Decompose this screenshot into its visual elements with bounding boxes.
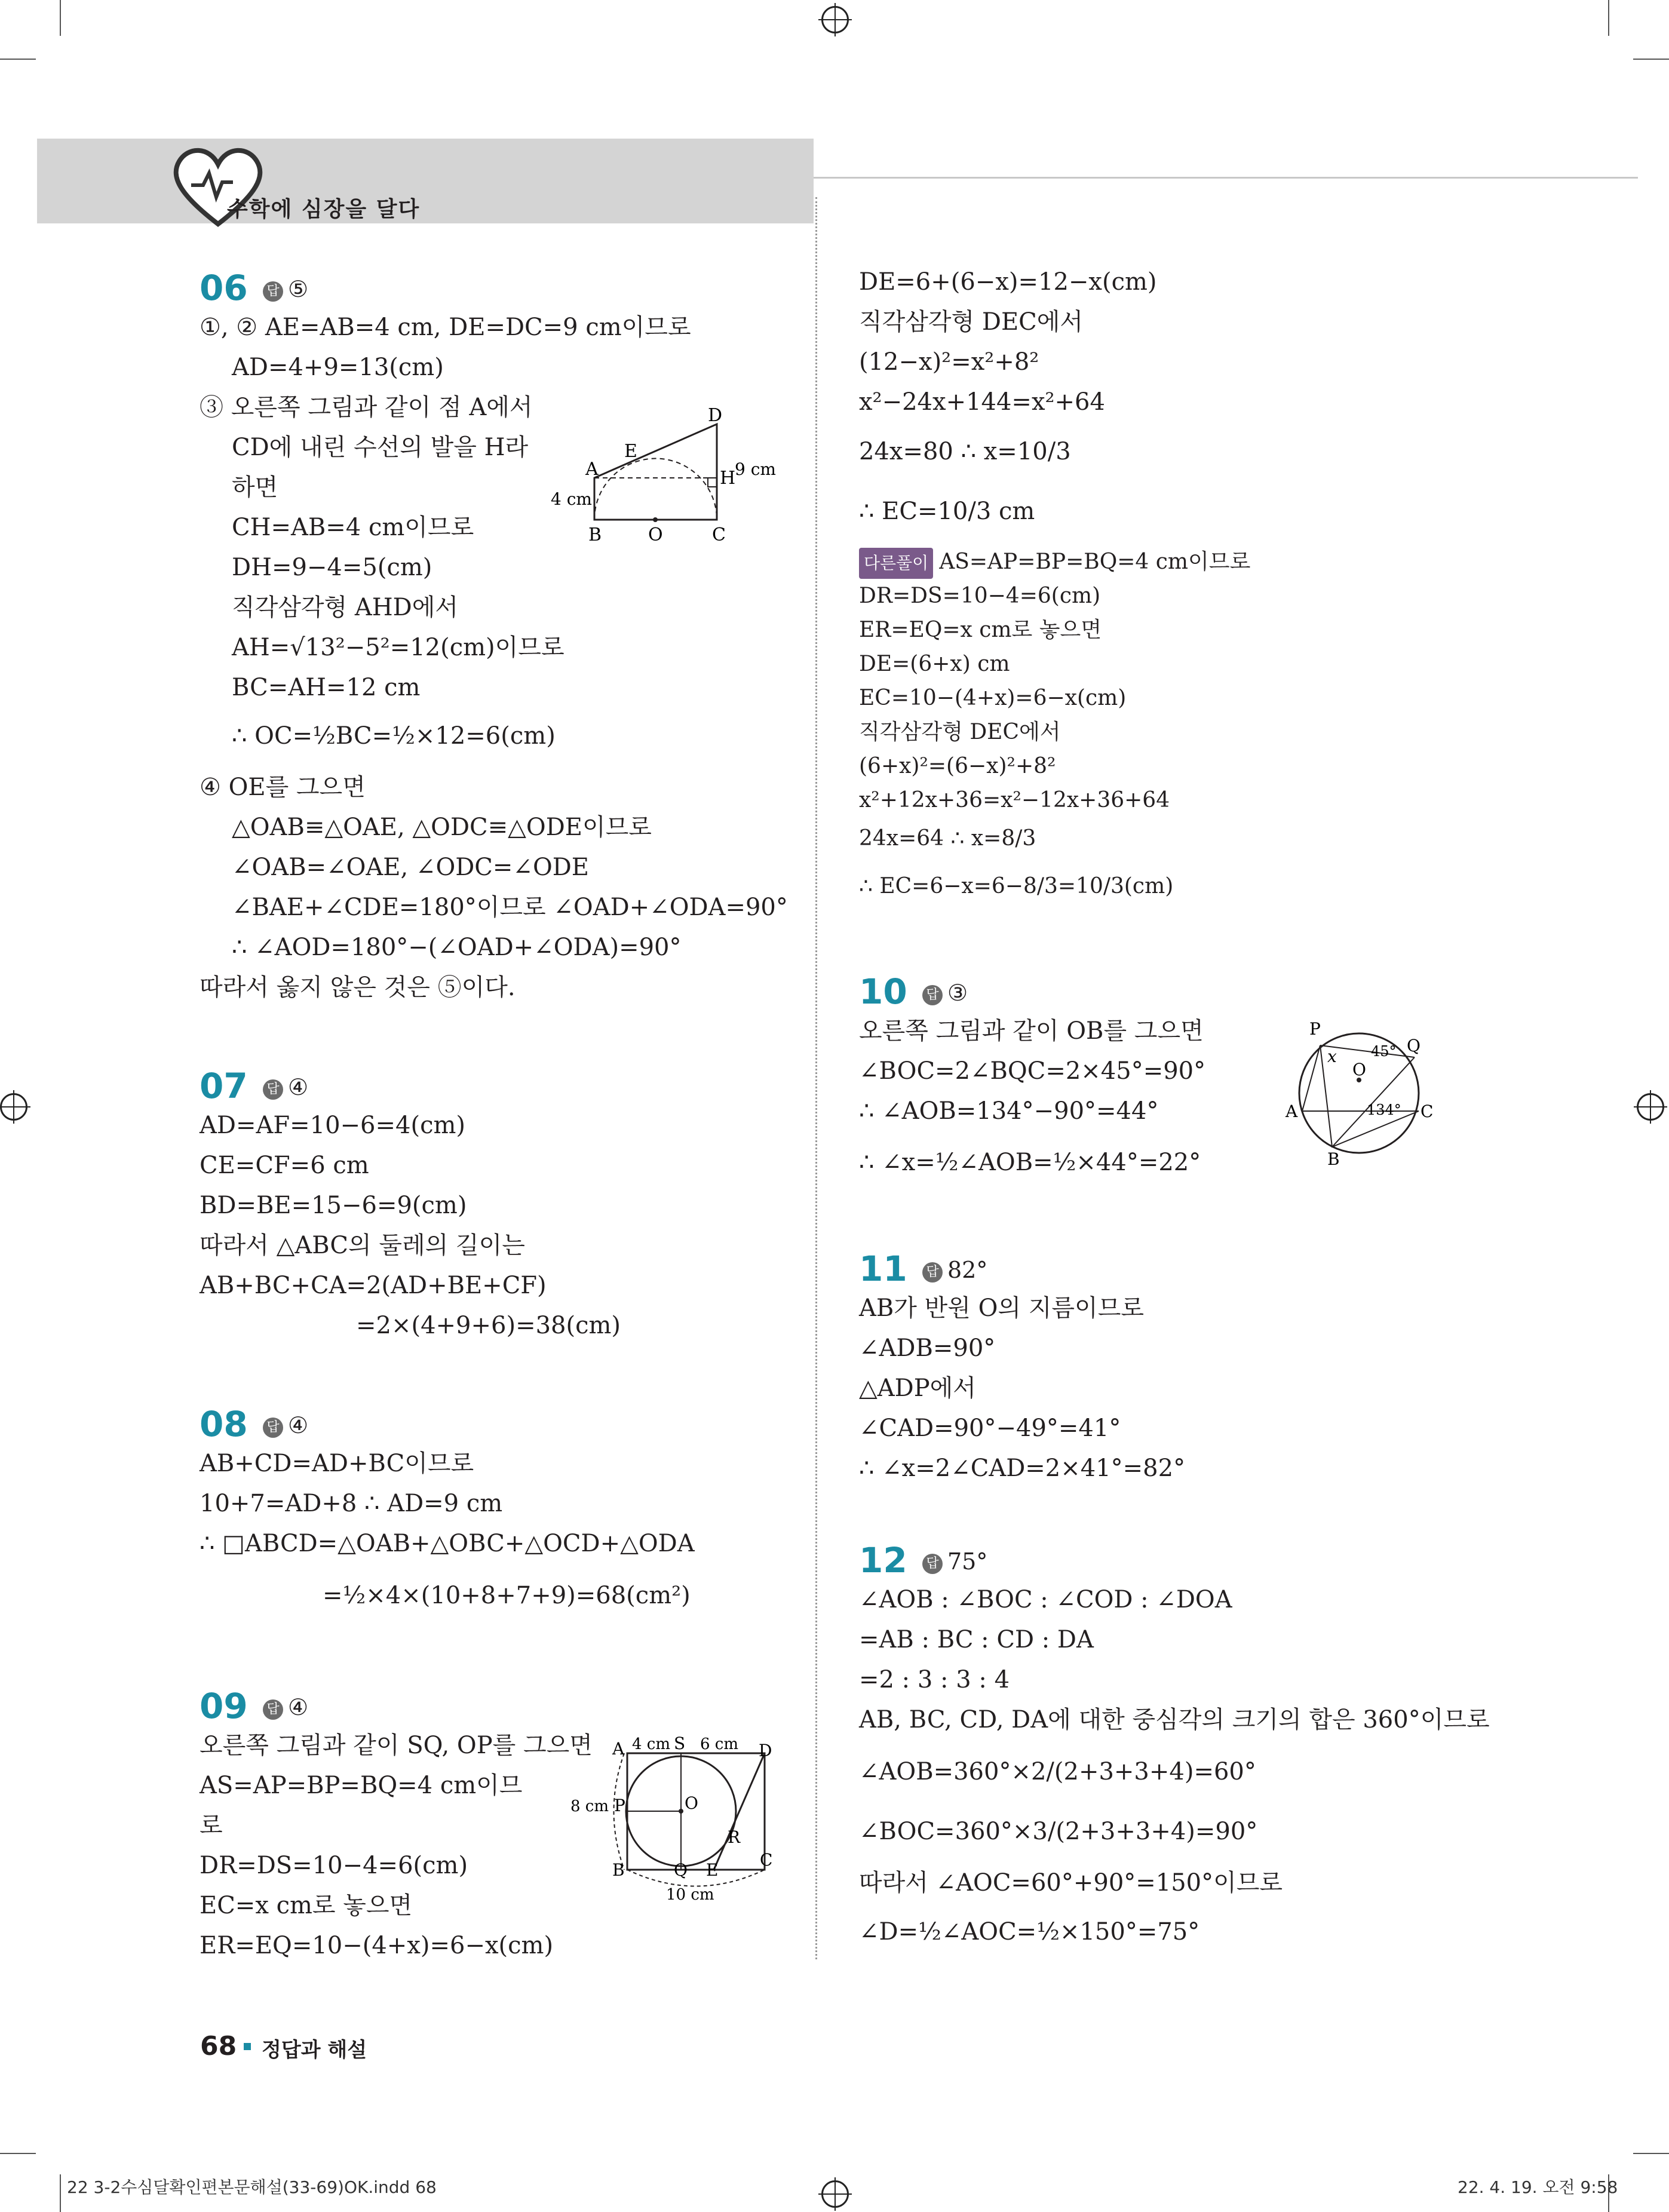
fig-label-b: B [588,524,602,545]
alt-solution-line: 직각삼각형 DEC에서 [859,720,1061,744]
solution-line: ∴ ∠x=½∠AOB=½×44°=22° [859,1149,1201,1176]
answer-tag: 답 ④ [263,1694,308,1720]
solution-line: DR=DS=10−4=6(cm) [200,1852,468,1879]
answer-tag: 답 ④ [263,1074,308,1100]
solution-line: ER=EQ=10−(4+x)=6−x(cm) [200,1932,554,1959]
page-number: 68 [200,2031,237,2061]
footer-bullet-icon [244,2043,251,2050]
problem-number: 11 [859,1248,907,1289]
solution-line: 로 [200,1812,223,1839]
alt-solution-line: ∴ EC=6−x=6−8/3=10/3(cm) [859,874,1174,898]
solution-line: ∠OAB=∠OAE, ∠ODC=∠ODE [232,854,590,881]
fig-label-e: E [624,441,637,462]
crop-mark [0,59,36,60]
answer-badge: 답 [922,1262,943,1283]
fig-label-right-len: 9 cm [735,459,776,479]
solution-line: ∴ ∠x=2∠CAD=2×41°=82° [859,1455,1186,1482]
fig-label-d: D [708,405,723,426]
registration-mark-icon [1637,1093,1664,1121]
figure-09 [567,1729,794,1909]
solution-line: BD=BE=15−6=9(cm) [200,1192,467,1219]
solution-line: ④ OE를 그으면 [200,774,366,801]
answer-badge: 답 [263,281,283,302]
fig-label-a: A [585,459,599,480]
problem-number: 12 [859,1540,907,1581]
crop-mark [60,2174,61,2212]
solution-line: CE=CF=6 cm [200,1152,369,1179]
alt-solution-line: (6+x)²=(6−x)²+8² [859,754,1056,778]
fig-label-h: H [720,468,736,489]
solution-line: AH=√13²−5²=12(cm)이므로 [232,634,564,661]
solution-line: 따라서 △ABC의 둘레의 길이는 [200,1232,525,1259]
solution-line: AB+BC+CA=2(AD+BE+CF) [200,1272,547,1299]
answer-tag: 답 82° [922,1257,987,1283]
solution-line: AB, BC, CD, DA에 대한 중심각의 크기의 합은 360°이므로 [859,1706,1490,1734]
solution-line: 따라서 ∠AOC=60°+90°=150°이므로 [859,1869,1283,1897]
fig-label-a: A [1286,1102,1298,1121]
fig-label-r: R [728,1827,741,1847]
center-point [679,1809,683,1814]
solution-line: 10+7=AD+8 ∴ AD=9 cm [200,1490,503,1517]
alt-solution-line: DR=DS=10−4=6(cm) [859,584,1101,608]
fig-label-s: S [674,1734,686,1753]
right-angle-mark [708,478,717,487]
semicircle-arc [594,459,717,520]
answer-badge: 답 [263,1079,283,1100]
registration-mark-icon [821,2180,849,2208]
print-slug-file: 22 3-2수심달확인편본문해설(33-69)OK.indd 68 [67,2177,437,2197]
crop-mark [1633,2153,1669,2154]
alt-solution-line: EC=10−(4+x)=6−x(cm) [859,686,1127,710]
crop-mark [60,0,61,36]
solution-line: ∠CAD=90°−49°=41° [859,1415,1121,1442]
fig-label-q: Q [1407,1036,1421,1056]
solution-line: DE=6+(6−x)=12−x(cm) [859,268,1157,296]
footer-title: 정답과 해설 [262,2038,367,2062]
solution-line: =AB : BC : CD : DA [859,1626,1094,1653]
fig-label-left-len: 4 cm [551,489,592,509]
fig-label-x: x [1327,1047,1337,1066]
problem-number: 08 [200,1404,248,1444]
solution-line: ∴ ∠AOB=134°−90°=44° [859,1097,1159,1125]
solution-line: ∴ OC=½BC=½×12=6(cm) [232,722,556,750]
alt-solution-line: ER=EQ=x cm로 놓으면 [859,618,1102,642]
solution-line: ∠AOB : ∠BOC : ∠COD : ∠DOA [859,1586,1232,1613]
solution-line: (12−x)²=x²+8² [859,348,1039,376]
header-rule [814,177,1638,179]
alt-solution-line: 24x=64 ∴ x=8/3 [859,826,1036,851]
solution-line: =2×(4+9+6)=38(cm) [356,1312,621,1339]
solution-line: AB+CD=AD+BC이므로 [200,1450,474,1477]
registration-mark-icon [0,1093,27,1121]
solution-line: AD=4+9=13(cm) [232,354,444,381]
solution-line: 직각삼각형 AHD에서 [232,594,459,621]
fig-label-134: 134° [1367,1102,1401,1118]
answer-badge: 답 [922,985,943,1005]
circle-shape [1299,1033,1419,1153]
solution-line: =2 : 3 : 3 : 4 [859,1666,1010,1693]
solution-line: ∠AOB=360°×2/(2+3+3+4)=60° [859,1758,1256,1785]
figure-10 [1278,1016,1434,1171]
solution-line: 오른쪽 그림과 같이 OB를 그으면 [859,1017,1204,1045]
fig-label-top-right: 6 cm [700,1735,739,1753]
fig-label-q: Q [674,1860,688,1880]
crop-mark [1608,0,1609,36]
print-slug-date: 22. 4. 19. 오전 9:58 [1458,2177,1618,2197]
registration-mark-icon [821,6,849,33]
header-band [37,139,814,223]
crop-mark [0,2153,36,2154]
problem-number: 07 [200,1066,248,1106]
fig-label-o: O [1352,1060,1366,1079]
answer-badge: 답 [263,1418,283,1438]
crop-mark [1633,59,1669,60]
answer-tag: 답 75° [922,1548,987,1575]
column-divider [815,197,817,1959]
fig-label-b: B [1327,1149,1340,1169]
solution-line: ∠BOC=2∠BQC=2×45°=90° [859,1057,1206,1085]
tangent-de-line [714,1753,765,1870]
answer-tag: 답 ③ [922,980,968,1006]
solution-line: EC=x cm로 놓으면 [200,1892,413,1919]
alt-solution-badge: 다른풀이 [859,548,933,579]
solution-line: CH=AB=4 cm이므로 [232,514,474,541]
fig-label-c: C [712,524,726,545]
answer-badge: 답 [922,1554,943,1574]
fig-label-45: 45° [1371,1043,1397,1060]
solution-line: ∠BAE+∠CDE=180°이므로 ∠OAD+∠ODA=90° [232,894,788,921]
solution-line: BC=AH=12 cm [232,674,421,701]
solution-line: DH=9−4=5(cm) [232,554,432,581]
alt-solution-line: DE=(6+x) cm [859,652,1010,676]
brand-title: 수학에 심장을 달다 [227,197,421,222]
solution-line: ∴ EC=10/3 cm [859,498,1035,525]
fig-label-d: D [759,1741,772,1760]
fig-label-left: 8 cm [570,1797,609,1815]
solution-line: ∠ADB=90° [859,1334,996,1362]
solution-line: 따라서 옳지 않은 것은 ⑤이다. [200,974,516,1001]
trapezoid-shape [594,424,717,520]
solution-line: AB가 반원 O의 지름이므로 [859,1294,1144,1322]
fig-label-bottom: 10 cm [666,1886,714,1904]
problem-number: 06 [200,268,248,308]
solution-line: ∴ ∠AOD=180°−(∠OAD+∠ODA)=90° [232,934,682,961]
solution-line: ∠BOC=360°×3/(2+3+3+4)=90° [859,1818,1258,1845]
center-point [653,517,658,522]
answer-badge: 답 [263,1699,283,1720]
answer-tag: 답 ④ [263,1412,308,1438]
solution-line: AD=AF=10−6=4(cm) [200,1112,465,1139]
answer-tag: 답 ⑤ [263,276,308,302]
alt-solution-line: 다른풀이 AS=AP=BP=BQ=4 cm이므로 [859,548,1250,579]
fig-label-p: P [1309,1019,1321,1039]
solution-line: 오른쪽 그림과 같이 SQ, OP를 그으면 [200,1732,593,1759]
solution-line: 하면 [232,474,278,501]
solution-line: CD에 내린 수선의 발을 H라 [232,434,529,461]
solution-line: 직각삼각형 DEC에서 [859,308,1084,336]
solution-line: △OAB≡△OAE, △ODC≡△ODE이므로 [232,814,652,841]
solution-line: △ADP에서 [859,1375,976,1402]
fig-label-c: C [760,1850,773,1870]
solution-line: =½×4×(10+8+7+9)=68(cm²) [323,1582,691,1609]
fig-label-a: A [612,1739,625,1759]
solution-line: AS=AP=BP=BQ=4 cm이므 [200,1772,523,1799]
solution-line: 24x=80 ∴ x=10/3 [859,438,1071,465]
alt-solution-line: x²+12x+36=x²−12x+36+64 [859,788,1170,812]
fig-label-c: C [1421,1102,1434,1121]
solution-line: ③ 오른쪽 그림과 같이 점 A에서 [200,394,533,421]
problem-number: 10 [859,971,907,1012]
fig-label-b: B [612,1860,625,1880]
fig-label-o: O [685,1793,698,1813]
fig-label-e: E [706,1860,719,1880]
solution-line: ①, ② AE=AB=4 cm, DE=DC=9 cm이므로 [200,314,691,341]
fig-label-top-left: 4 cm [632,1735,671,1753]
figure-06 [544,400,783,550]
solution-line: ∴ □ABCD=△OAB+△OBC+△OCD+△ODA [200,1530,695,1557]
bottom-dim-arc [627,1870,765,1886]
solution-line: ∠D=½∠AOC=½×150°=75° [859,1918,1200,1946]
solution-line: x²−24x+144=x²+64 [859,388,1105,416]
problem-number: 09 [200,1686,248,1726]
fig-label-o: O [648,524,663,545]
fig-label-p: P [614,1796,625,1815]
